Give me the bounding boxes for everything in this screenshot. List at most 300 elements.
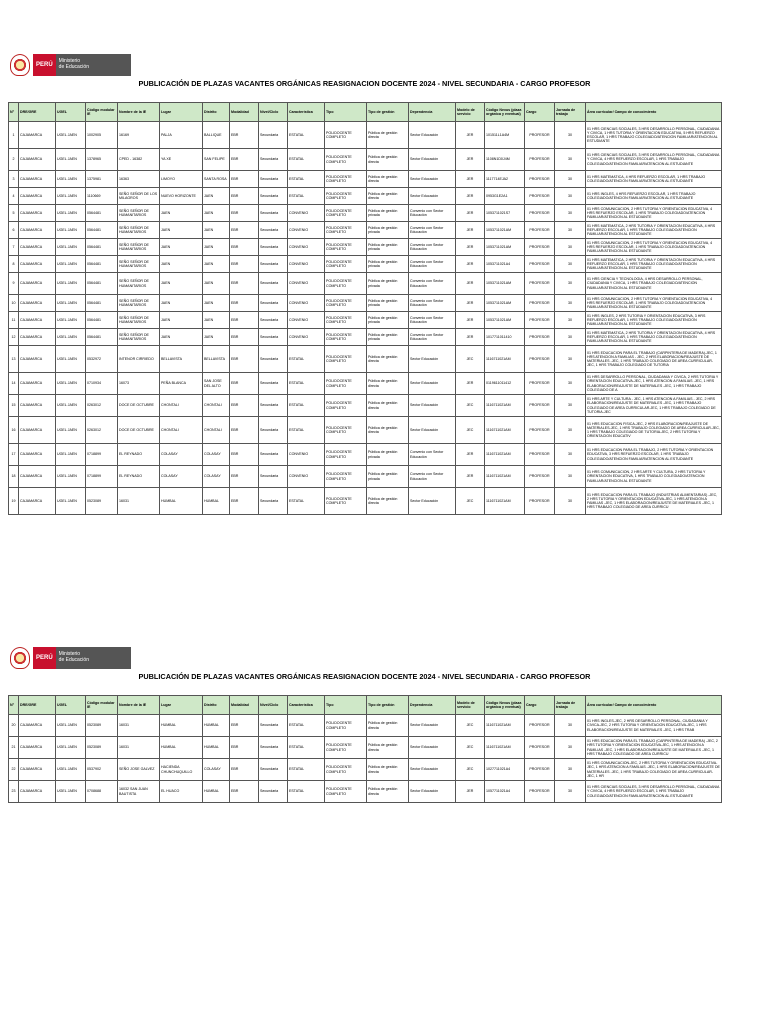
table-cell: JAEN — [203, 329, 230, 346]
table-cell: 0564481 — [86, 256, 118, 273]
table-cell: CHONTALI — [203, 395, 230, 417]
table-cell: Pública de gestión directa — [367, 346, 409, 373]
table-cell: 19 — [9, 488, 19, 515]
table-cell: ESTATAL — [288, 149, 325, 171]
table-cell: 01 HRS MATEMATICA, 2 HRS TUTORIA Y ORIENTACION EDUCATIVA, 4 HRS REFUERZO ESCOLAR, 1 HRS TRABAJO COLEGIADO/ATENCION FAMILIAR/ATENCION AL ESTUDIANTE — [586, 256, 722, 273]
table-cell: Convenio con Sector Educación — [409, 273, 456, 295]
table-cell: EBR — [230, 239, 259, 256]
table-cell: Pública de gestión privada — [367, 295, 409, 312]
table-row — [9, 171, 722, 188]
table-cell: 16031 — [118, 737, 160, 759]
table-cell: PROFESOR — [525, 295, 555, 312]
table-cell: 0564481 — [86, 295, 118, 312]
table-cell: 1116711021AM — [485, 417, 525, 444]
table-cell: 1057711021A4 — [485, 781, 525, 803]
table-cell: 0710934 — [86, 373, 118, 395]
table-cell: POLIDOCENTE COMPLETO — [325, 256, 367, 273]
table-cell: PROFESOR — [525, 205, 555, 222]
column-header: Modalidad — [230, 103, 259, 122]
table-cell: EBR — [230, 395, 259, 417]
table-cell: SEÑO SEÑOR DE HUMANITARIOS — [118, 295, 160, 312]
table-cell: 30 — [555, 444, 586, 466]
table-cell: SAN JOSE DEL ALTO — [203, 373, 230, 395]
table-cell: PROFESOR — [525, 222, 555, 239]
table-cell: POLIDOCENTE COMPLETO — [325, 737, 367, 759]
table-cell: Secundaria — [259, 295, 288, 312]
table-cell: Secundaria — [259, 417, 288, 444]
table-cell: 30 — [555, 715, 586, 737]
table-cell: PROFESOR — [525, 239, 555, 256]
table-cell: 01 HRS EDUCACION PARA EL TRABAJO, 2 HRS TUTORIA Y ORIENTACION EDUCATIVA, 3 HRS REFUERZO ESCOLAR, 1 HRS TRABAJO COLEGIADO/ATENCION FAMILIAR/ATENCION AL ESTUDIANTE — [586, 444, 722, 466]
column-header: Cargo — [525, 103, 555, 122]
table-cell: SEÑO JOSE GALVEZ — [118, 759, 160, 781]
table-cell: Secundaria — [259, 222, 288, 239]
table-cell: CAJAMARCA — [19, 273, 56, 295]
table-cell: UGEL JAEN — [56, 346, 86, 373]
table-cell: 01 HRS COMUNICACION, 2 HRS ARTE Y CULTURA, 2 HRS TUTORIA Y ORIENTACION EDUCATIVA, 1 HRS TRABAJO COLEGIADO/ATENCION FAMILIAR/ATENCION AL ESTUDIANTE — [586, 466, 722, 488]
column-header: Nombre de la IE — [118, 103, 160, 122]
table-cell: Secundaria — [259, 312, 288, 329]
table-cell: JAEN — [203, 205, 230, 222]
table-cell: UGEL JAEN — [56, 256, 86, 273]
table-cell: JAEN — [203, 222, 230, 239]
table-cell: SAN FELIPE — [203, 149, 230, 171]
table-cell: EBR — [230, 188, 259, 205]
table-cell: POLIDOCENTE COMPLETO — [325, 312, 367, 329]
table-cell: ESTATAL — [288, 171, 325, 188]
table-cell: Convenio con Sector Educación — [409, 205, 456, 222]
column-header: Modelo de servicio — [456, 103, 485, 122]
table-cell: 01 HRS ARTE Y CULTURA - JEC, 1 HRS ATENCION A FAMILIAS - JEC, 2 HRS ELABORACION/REAJUSTE DE MATERIALES -JEC, 1 HRS TRABAJO COLEGIADO DE AREA CURRICULAR-JEC, 1 HRS TRABAJO COLEGIADO DE TUTORIA-JEC — [586, 395, 722, 417]
table-row — [9, 417, 722, 444]
table-cell: EL HUACO — [160, 781, 203, 803]
table-cell: JER — [456, 188, 485, 205]
table-cell: CONVENIO — [288, 239, 325, 256]
table-cell: 30 — [555, 273, 586, 295]
table-cell: HUMBAL — [160, 488, 203, 515]
table-cell: HUMBAL — [203, 781, 230, 803]
table-cell: Pública de gestión directa — [367, 122, 409, 149]
table-cell: PROFESOR — [525, 273, 555, 295]
table-cell: JAEN — [160, 273, 203, 295]
table-cell: CAJAMARCA — [19, 737, 56, 759]
table-cell: 30 — [555, 417, 586, 444]
column-header: Distrito — [203, 696, 230, 715]
table-cell: POLIDOCENTE COMPLETO — [325, 417, 367, 444]
table-cell: 01 HRS CIENCIAS SOCIALES, 3 HRS DESARROLLO PERSONAL, CIUDADANIA Y CIVICA, 4 HRS REFUERZO ESCOLAR, 1 HRS TRABAJO COLEGIADO/ATENCION FAMILIAR/ATENCION AL ESTUDIANTE — [586, 781, 722, 803]
table-cell: Pública de gestión directa — [367, 149, 409, 171]
table-cell: Secundaria — [259, 205, 288, 222]
table-cell: 18 — [9, 466, 19, 488]
column-header: Modalidad — [230, 696, 259, 715]
table-row — [9, 737, 722, 759]
column-header: Tipo — [325, 696, 367, 715]
column-header: N° — [9, 103, 19, 122]
column-header: Nombre de la IE — [118, 696, 160, 715]
table-cell: SEÑO SEÑOR DE HUMANITARIOS — [118, 239, 160, 256]
table-cell: JAEN — [160, 329, 203, 346]
table-row — [9, 395, 722, 417]
table-cell: 30 — [555, 759, 586, 781]
table-cell: JEC — [456, 759, 485, 781]
table-cell: Sector Educación — [409, 122, 456, 149]
table-cell: Pública de gestión privada — [367, 273, 409, 295]
table-cell: POLIDOCENTE COMPLETO — [325, 466, 367, 488]
table-cell: POLIDOCENTE COMPLETO — [325, 444, 367, 466]
table-cell: COLASAY — [160, 466, 203, 488]
column-header: Jornada de trabajo — [555, 103, 586, 122]
table-cell: 01 HRS INGLES, 4 HRS REFUERZO ESCOLAR, 1 HRS TRABAJO COLEGIADO/ATENCION FAMILIAR/ATENCION AL ESTUDIANTE — [586, 188, 722, 205]
table-cell: Secundaria — [259, 188, 288, 205]
table-cell: POLIDOCENTE COMPLETO — [325, 149, 367, 171]
table-cell: 30 — [555, 373, 586, 395]
table-cell: EL REYNADO — [118, 444, 160, 466]
table-cell: 01 HRS EDUCACION PARA EL TRABAJO (CARPINTERIA DE MADERA)-JEC, 1 HRS ATENCION A FAMILIAS - JEC, 2 HRS ELABORACION/REAJUSTE DE MATERIALES -JEC, 1 HRS TRABAJO COLEGIADO DE AREA CURRICULAR-JEC, 1 HRS TRABAJO COLEGIADO DE TUTORIA — [586, 346, 722, 373]
table-cell: 01 HRS EDUCACION FISICA-JEC, 2 HRS ELABORACION/REAJUSTE DE MATERIALES-JEC, 1 HRS TRABAJO COLEGIADO DE AREA CURRICULAR-JEC, 1 HRS TRABAJO COLEGIADO DE TUTORIA-JEC, 2 HRS TUTORIA Y ORIENTACION EDUCATIV — [586, 417, 722, 444]
table-cell: UGEL JAEN — [56, 239, 86, 256]
column-header: Dependencia — [409, 103, 456, 122]
table-cell: Convenio con Sector Educación — [409, 466, 456, 488]
table-cell: Pública de gestión directa — [367, 171, 409, 188]
table-cell: Secundaria — [259, 373, 288, 395]
table-cell: BALLIQUE — [203, 122, 230, 149]
table-cell: 01 HRS CIENCIAS SOCIALES, 3 HRS DESARROLLO PERSONAL, CIUDADANIA Y CIVICA, 4 HRS REFUERZO ESCOLAR, 1 HRS TRABAJO COLEGIADO/ATENCION FAMILIAR/ATENCION AL ESTUDIANTE — [586, 149, 722, 171]
table-cell: CAJAMARCA — [19, 205, 56, 222]
table-cell: Pública de gestión privada — [367, 444, 409, 466]
table-cell: UGEL JAEN — [56, 466, 86, 488]
table-cell: POLIDOCENTE COMPLETO — [325, 395, 367, 417]
table-cell: 1378965 — [86, 149, 118, 171]
table-cell: Secundaria — [259, 239, 288, 256]
table-cell: CAJAMARCA — [19, 488, 56, 515]
table-cell: 16073 — [118, 373, 160, 395]
table-cell: SEÑO SEÑOR DE HUMANITARIOS — [118, 205, 160, 222]
table-cell: 1117714EJA2 — [485, 171, 525, 188]
column-header: N° — [9, 696, 19, 715]
table-cell: Convenio con Sector Educación — [409, 295, 456, 312]
table-cell: HACIENDA CHUNCHUQUILLO — [160, 759, 203, 781]
table-cell: POLIDOCENTE COMPLETO — [325, 171, 367, 188]
table-row — [9, 273, 722, 295]
table-cell: Convenio con Sector Educación — [409, 312, 456, 329]
table-cell: JER — [456, 329, 485, 346]
table-row — [9, 759, 722, 781]
table-cell: 30 — [555, 488, 586, 515]
table-cell: 01 HRS DESARROLLO PERSONAL, CIUDADANIA Y CIVICA, 2 HRS TUTORIA Y ORIENTACION EDUCATIVA-JEC, 1 HRS ATENCION A FAMILIAS -JEC, 1 HRS ELABORACION/REAJUSTE DE MATERIALES -JEC, 1 HRS TRABAJO COLEGIADO DE A — [586, 373, 722, 395]
table-cell: CONVENIO — [288, 295, 325, 312]
table-cell: JAEN — [203, 273, 230, 295]
table-cell: 0718899 — [86, 466, 118, 488]
table-cell: 0564481 — [86, 273, 118, 295]
table-cell: UGEL JAEN — [56, 295, 86, 312]
table-cell: 0564481 — [86, 239, 118, 256]
table-cell: COLASAY — [203, 444, 230, 466]
table-cell: PROFESOR — [525, 346, 555, 373]
table-cell: LIMOYO — [160, 171, 203, 188]
table-cell: 6 — [9, 222, 19, 239]
table-cell: 1053711021AM — [485, 222, 525, 239]
column-header: Nivel/Ciclo — [259, 696, 288, 715]
table-cell: JAEN — [160, 222, 203, 239]
table-cell: JER — [456, 222, 485, 239]
table-cell: 101511L1A4M — [485, 122, 525, 149]
column-header: DRE/GRE — [19, 696, 56, 715]
table-cell: 1375981 — [86, 171, 118, 188]
table-cell: ESTATAL — [288, 737, 325, 759]
table-cell: Convenio con Sector Educación — [409, 329, 456, 346]
table-cell: EBR — [230, 122, 259, 149]
table-cell: 1116711021AM — [485, 466, 525, 488]
table-cell: 01 HRS EDUCACION PARA EL TRABAJO (INDUSTRIAS ALIMENTARIAS) -JEC, 2 HRS TUTORIA Y ORIENTACION EDUCATIVA-JEC, 1 HRS ATENCION A FAMILIAS -JEC, 1 HRS ELABORACION/REAJUSTE DE MATERIALES -JEC, 1 HRS TRABAJO COLEGIADO DE AREA CURRICU — [586, 488, 722, 515]
table-cell: POLIDOCENTE COMPLETO — [325, 239, 367, 256]
table-cell: JER — [456, 205, 485, 222]
column-header: DRE/GRE — [19, 103, 56, 122]
table-row — [9, 373, 722, 395]
table-cell: 30 — [555, 737, 586, 759]
table-cell: 21 — [9, 737, 19, 759]
column-header: UGEL — [56, 103, 86, 122]
table-cell: 01 HRS COMUNICACION, 2 HRS TUTORIA Y ORIENTACION EDUCATIVA, 4 HRS REFUERZO ESCOLAR, 1 HRS TRABAJO COLEGIADO/ATENCION FAMILIAR/ATENCION AL ESTUDIANTE — [586, 295, 722, 312]
table-cell: EL REYNADO — [118, 466, 160, 488]
table-cell: 1116711021AM — [485, 395, 525, 417]
table-cell: JER — [456, 273, 485, 295]
table-cell: 1053711021S7 — [485, 205, 525, 222]
table-cell: Pública de gestión privada — [367, 329, 409, 346]
table-cell: EBR — [230, 737, 259, 759]
table-cell: CONVENIO — [288, 329, 325, 346]
table-cell: Secundaria — [259, 488, 288, 515]
table-cell: JAEN — [160, 239, 203, 256]
table-row — [9, 781, 722, 803]
table-cell: EBR — [230, 417, 259, 444]
table-cell: 16363 — [118, 171, 160, 188]
table-cell: ESTATAL — [288, 417, 325, 444]
table-row — [9, 715, 722, 737]
table-cell: Pública de gestión directa — [367, 417, 409, 444]
table-cell: JAEN — [160, 205, 203, 222]
table-cell: 0532972 — [86, 346, 118, 373]
table-cell: CAJAMARCA — [19, 373, 56, 395]
table-cell: PROFESOR — [525, 312, 555, 329]
table-cell: 30 — [555, 466, 586, 488]
table-cell: 30 — [555, 122, 586, 149]
table-cell: CHONTALI — [160, 417, 203, 444]
table-cell: UGEL JAEN — [56, 122, 86, 149]
table-cell: 16032 SAN JUAN BAUTISTA — [118, 781, 160, 803]
table-cell: ESTATAL — [288, 188, 325, 205]
column-header: Cargo — [525, 696, 555, 715]
table-row — [9, 295, 722, 312]
table-cell: SEÑO SEÑOR DE HUMANITARIOS — [118, 222, 160, 239]
table-cell: POLIDOCENTE COMPLETO — [325, 488, 367, 515]
table-cell: Pública de gestión privada — [367, 256, 409, 273]
table-cell: PROFESOR — [525, 329, 555, 346]
table-cell: EBR — [230, 273, 259, 295]
table-cell: Sector Educación — [409, 373, 456, 395]
table-cell: Pública de gestión directa — [367, 373, 409, 395]
table-cell: EBR — [230, 444, 259, 466]
table-cell: 16169 — [118, 122, 160, 149]
table-row — [9, 122, 722, 149]
column-header: Característica — [288, 696, 325, 715]
table-cell: Pública de gestión directa — [367, 759, 409, 781]
table-cell: PEÑA BLANCA — [160, 373, 203, 395]
table-cell: ESTATAL — [288, 759, 325, 781]
table-cell: 30 — [555, 171, 586, 188]
table-cell: Sector Educación — [409, 488, 456, 515]
page-block-2 — [8, 645, 721, 798]
column-header: Nivel/Ciclo — [259, 103, 288, 122]
table-cell: PROFESOR — [525, 417, 555, 444]
table-cell: PROFESOR — [525, 715, 555, 737]
table-cell: 30 — [555, 346, 586, 373]
table-cell: Secundaria — [259, 346, 288, 373]
table-cell: SEÑO SEÑOR DE LOS MILAGROS — [118, 188, 160, 205]
table-cell: 16 — [9, 417, 19, 444]
table-cell: JER — [456, 444, 485, 466]
table-cell: COLASAY — [203, 759, 230, 781]
minedu-logo — [10, 647, 131, 669]
table-row — [9, 149, 722, 171]
table-cell: Secundaria — [259, 122, 288, 149]
table-cell: CAJAMARCA — [19, 329, 56, 346]
table-cell: CONVENIO — [288, 256, 325, 273]
table-cell: 1053711021A4 — [485, 256, 525, 273]
table-cell: 30 — [555, 295, 586, 312]
table-cell: 0953G1E2A1 — [485, 188, 525, 205]
table-cell: CAJAMARCA — [19, 188, 56, 205]
table-cell: 1053711021AM — [485, 312, 525, 329]
table-cell: 0523089 — [86, 737, 118, 759]
table-cell: 20 — [9, 715, 19, 737]
table-cell: JEC — [456, 417, 485, 444]
table-cell: 1053711021AM — [485, 295, 525, 312]
table-cell: CHONTALI — [203, 417, 230, 444]
table-cell: 0523089 — [86, 488, 118, 515]
table-cell: CAJAMARCA — [19, 256, 56, 273]
table-cell: Sector Educación — [409, 188, 456, 205]
table-cell: CONVENIO — [288, 205, 325, 222]
table-cell: CAJAMARCA — [19, 295, 56, 312]
table-cell: 01 HRS MATEMATICA, 2 HRS TUTORIA Y ORIENTACION EDUCATIVA, 4 HRS REFUERZO ESCOLAR, 1 HRS TRABAJO COLEGIADO/ATENCION FAMILIAR/ATENCION AL ESTUDIANTE — [586, 222, 722, 239]
table-cell: PROFESOR — [525, 488, 555, 515]
table-cell: POLIDOCENTE COMPLETO — [325, 373, 367, 395]
table-cell: 01 HRS MATEMATICA, 4 HRS REFUERZO ESCOLAR, 1 HRS TRABAJO COLEGIADO/ATENCION FAMILIAR/ATENCION AL ESTUDIANTE — [586, 171, 722, 188]
table-cell: UGEL JAEN — [56, 395, 86, 417]
table-cell: EBR — [230, 715, 259, 737]
table-cell: 01 HRS COMUNICACION, 2 HRS TUTORIA Y ORIENTACION EDUCATIVA, 4 HRS REFUERZO ESCOLAR, 1 HRS TRABAJO COLEGIADO/ATENCION FAMILIAR/ATENCION AL ESTUDIANTE — [586, 239, 722, 256]
table-row — [9, 444, 722, 466]
table-cell: ESTATAL — [288, 395, 325, 417]
table-cell: POLIDOCENTE COMPLETO — [325, 715, 367, 737]
table-cell: UGEL JAEN — [56, 373, 86, 395]
table-cell: 1116711021AM — [485, 346, 525, 373]
table-cell: 12 — [9, 329, 19, 346]
table-cell: 1110669 — [86, 188, 118, 205]
table-cell: EBR — [230, 149, 259, 171]
table-cell: JEC — [456, 488, 485, 515]
table-cell: 01 HRS MATEMATICA, 2 HRS TUTORIA Y ORIENTACION EDUCATIVA, 4 HRS REFUERZO ESCOLAR, 1 HRS TRABAJO COLEGIADO/ATENCION FAMILIAR/ATENCION AL ESTUDIANTE — [586, 329, 722, 346]
table-cell: CAJAMARCA — [19, 149, 56, 171]
table-cell: EBR — [230, 205, 259, 222]
table-cell: PROFESOR — [525, 781, 555, 803]
table-cell: PROFESOR — [525, 188, 555, 205]
table-cell: 0537902 — [86, 759, 118, 781]
table-cell: CONVENIO — [288, 466, 325, 488]
table-cell: 7 — [9, 239, 19, 256]
table-cell: NUEVO HORIZONTE — [160, 188, 203, 205]
table-cell: UGEL JAEN — [56, 312, 86, 329]
table-cell: JAEN — [160, 312, 203, 329]
table-cell: JEC — [456, 346, 485, 373]
table-cell: Secundaria — [259, 149, 288, 171]
table-cell: Convenio con Sector Educación — [409, 256, 456, 273]
column-header: Código Nexus (plaza orgánica y eventual) — [485, 103, 525, 122]
table-cell: Secundaria — [259, 256, 288, 273]
table-cell: PALJA — [160, 122, 203, 149]
table-cell: POLIDOCENTE COMPLETO — [325, 759, 367, 781]
table-cell: EBR — [230, 171, 259, 188]
table-cell: 9 — [9, 273, 19, 295]
table-cell: 30 — [555, 205, 586, 222]
table-cell: POLIDOCENTE COMPLETO — [325, 295, 367, 312]
table-cell: Sector Educación — [409, 737, 456, 759]
table-cell: JAEN — [160, 256, 203, 273]
table-cell: SEÑO SEÑOR DE HUMANITARIOS — [118, 329, 160, 346]
table-cell: POLIDOCENTE COMPLETO — [325, 346, 367, 373]
table-row — [9, 329, 722, 346]
table-cell: 01 HRS COMUNICACION, 2 HRS TUTORIA Y ORIENTACION EDUCATIVA, 4 HRS REFUERZO ESCOLAR, 1 HRS TRABAJO COLEGIADO/ATENCION FAMILIAR/ATENCION AL ESTUDIANTE — [586, 205, 722, 222]
table-cell: 8 — [9, 256, 19, 273]
table-header-row — [9, 696, 722, 715]
table-cell: EBR — [230, 488, 259, 515]
table-cell: POLIDOCENTE COMPLETO — [325, 122, 367, 149]
peru-seal-icon — [10, 647, 30, 669]
column-header: Característica — [288, 103, 325, 122]
column-header: Código modular IE — [86, 103, 118, 122]
column-header: UGEL — [56, 696, 86, 715]
table-cell: UGEL JAEN — [56, 759, 86, 781]
table-cell: Pública de gestión directa — [367, 781, 409, 803]
table-cell: 1116711021AM — [485, 444, 525, 466]
table-cell: Convenio con Sector Educación — [409, 444, 456, 466]
table-cell: PROFESOR — [525, 444, 555, 466]
table-cell: CAJAMARCA — [19, 171, 56, 188]
table-cell: 30 — [555, 256, 586, 273]
table-cell: JEC — [456, 715, 485, 737]
table-cell: 0564481 — [86, 329, 118, 346]
table-cell: Pública de gestión directa — [367, 188, 409, 205]
table-cell: Pública de gestión privada — [367, 312, 409, 329]
table-cell: CPED - 16382 — [118, 149, 160, 171]
column-header: Código modular IE — [86, 696, 118, 715]
table-cell: Pública de gestión privada — [367, 466, 409, 488]
table-cell: UGEL JAEN — [56, 273, 86, 295]
table-cell: UGEL JAEN — [56, 444, 86, 466]
table-cell: CAJAMARCA — [19, 346, 56, 373]
table-cell: Pública de gestión directa — [367, 488, 409, 515]
table-cell: UGEL JAEN — [56, 715, 86, 737]
table-cell: Secundaria — [259, 759, 288, 781]
table-cell: POLIDOCENTE COMPLETO — [325, 188, 367, 205]
column-header: Lugar — [160, 696, 203, 715]
table-cell: 10 — [9, 295, 19, 312]
table-cell: 0523089 — [86, 715, 118, 737]
table-cell: HUMBAL — [160, 715, 203, 737]
page-block-1 — [8, 52, 721, 532]
table-cell: 1116711021AM — [485, 488, 525, 515]
table-cell: 11 — [9, 312, 19, 329]
